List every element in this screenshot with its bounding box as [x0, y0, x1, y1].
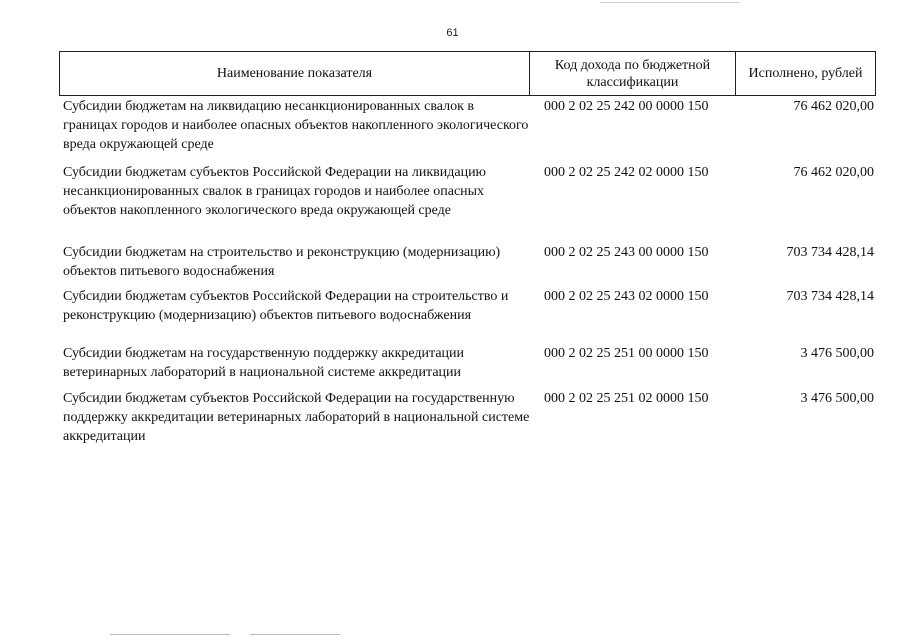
row-code: 000 2 02 25 243 00 0000 150: [544, 245, 709, 260]
row-code: 000 2 02 25 242 00 0000 150: [544, 99, 709, 114]
scan-artifact: [110, 634, 230, 635]
row-code: 000 2 02 25 251 00 0000 150: [544, 346, 709, 361]
table-header: [59, 51, 876, 96]
row-amount: 703 734 428,14: [786, 289, 874, 304]
scan-artifact: [250, 634, 340, 635]
row-amount: 76 462 020,00: [793, 99, 874, 114]
row-name: Субсидии бюджетам на строительство и реконструкцию (модернизацию) объектов питьевого водоснабжения: [63, 245, 501, 279]
scan-artifact: [600, 2, 740, 3]
row-name: Субсидии бюджетам субъектов Российской Федерации на государственную поддержку аккредитации ветеринарных лабораторий в национальной системе аккредитации: [63, 391, 530, 444]
row-amount: 3 476 500,00: [800, 346, 874, 361]
column-header-code: Код дохода по бюджетной классификации: [530, 52, 736, 95]
row-code: 000 2 02 25 242 02 0000 150: [544, 165, 709, 180]
row-name: Субсидии бюджетам на ликвидацию несанкционированных свалок в границах городов и наиболее опасных объектов накопленного экологического вреда окружающей среде: [63, 99, 529, 152]
row-code: 000 2 02 25 251 02 0000 150: [544, 391, 709, 406]
row-name: Субсидии бюджетам субъектов Российской Федерации на ликвидацию несанкционированных свалок в границах городов и наиболее опасных объектов накопленного экологического вреда окружающей среде: [63, 165, 487, 218]
row-name: Субсидии бюджетам субъектов Российской Федерации на строительство и реконструкцию (модернизацию) объектов питьевого водоснабжения: [63, 289, 509, 323]
row-amount: 76 462 020,00: [793, 165, 874, 180]
column-header-name: Наименование показателя: [60, 52, 530, 95]
row-amount: 703 734 428,14: [786, 245, 874, 260]
row-amount: 3 476 500,00: [800, 391, 874, 406]
row-name: Субсидии бюджетам на государственную поддержку аккредитации ветеринарных лабораторий в национальной системе аккредитации: [63, 346, 465, 380]
column-header-executed: Исполнено, рублей: [748, 66, 863, 81]
page-number: 61: [446, 27, 459, 39]
row-code: 000 2 02 25 243 02 0000 150: [544, 289, 709, 304]
